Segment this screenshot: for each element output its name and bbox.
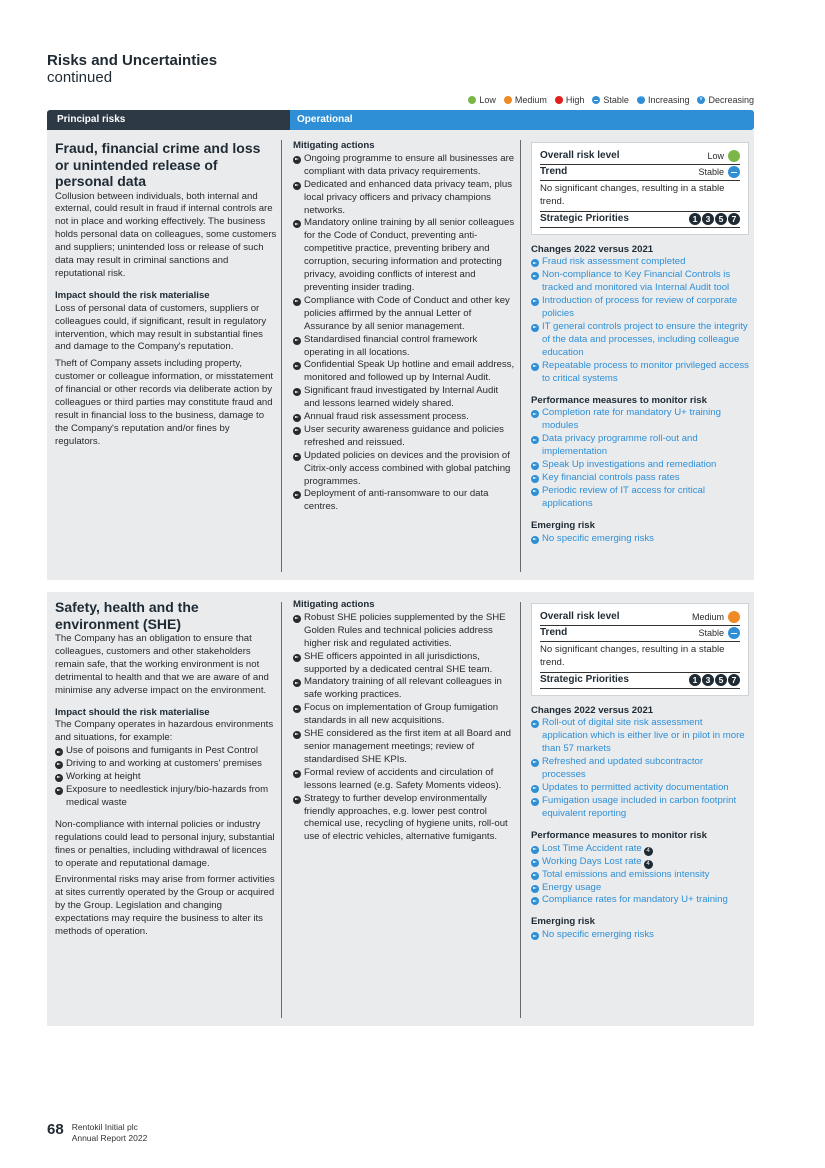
performance-measure-text: Data privacy programme roll-out and implementation: [542, 433, 698, 458]
legend-item: [555, 95, 585, 105]
changes-list: [531, 717, 749, 820]
mitigating-heading: Mitigating actions: [293, 599, 375, 610]
risk-description: Collusion between individuals, both internal and external, could result in fraud if internal controls are not in place and working effectively. The business holds personal data on colleagues, some customers and suppliers; unintended loss or release of such data may result in criminal sanctions and reputational risk.: [55, 190, 277, 279]
changes-list: [531, 256, 749, 385]
list-item: SHE officers appointed in all jurisdictions, supported by a dedicated central SHE team.: [293, 651, 515, 677]
list-item: Updates to permitted activity documentation: [531, 782, 749, 795]
trend-label: Trend: [540, 165, 568, 177]
list-item: Repeatable process to monitor privileged access to critical systems: [531, 360, 749, 386]
list-item: Dedicated and enhanced data privacy team, plus local privacy officers and privacy champions networks.: [293, 179, 515, 218]
performance-measure-text: Periodic review of IT access for critical applications: [542, 484, 705, 509]
level-dot-icon: [504, 96, 512, 104]
impact-heading: Impact should the risk materialise: [55, 289, 210, 301]
trend-note: No significant changes, resulting in a stable trend.: [540, 642, 740, 673]
performance-list: [531, 843, 749, 908]
list-item: Deployment of anti-ransomware to our data centres.: [293, 488, 515, 514]
page-footer: [47, 1121, 147, 1143]
priority-number-badge: 1: [689, 674, 701, 686]
list-item: Exposure to needlestick injury/bio-hazards from medical waste: [55, 784, 277, 810]
performance-list: [531, 407, 749, 510]
risk-panel-fraud: [47, 130, 754, 580]
risk-level-dot-icon: [728, 611, 740, 623]
legend-label: Low: [479, 95, 496, 105]
priority-number-badge: 3: [702, 674, 714, 686]
list-item: Formal review of accidents and circulation of lessons learned (e.g. Safety Moments videos).: [293, 767, 515, 793]
decreasing-trend-icon: [697, 96, 705, 104]
list-item: Ongoing programme to ensure all businesses are compliant with data privacy requirements.: [293, 153, 515, 179]
mitigating-column: [293, 599, 515, 844]
legend-label: Stable: [603, 95, 629, 105]
list-item: SHE considered as the first item at all Board and senior management meetings; review of standardised SHE KPIs.: [293, 728, 515, 767]
list-item: Working at height: [55, 771, 277, 784]
priority-mini-badge: 4: [644, 847, 653, 856]
list-item: Updated policies on devices and the provision of Citrix-only access combined with global patching programmes.: [293, 450, 515, 489]
emerging-heading: Emerging risk: [531, 916, 595, 928]
risk-level-value: Medium: [691, 612, 724, 622]
performance-measure: [531, 856, 749, 869]
mitigating-heading: Mitigating actions: [293, 140, 375, 151]
priority-number-badge: 7: [728, 674, 740, 686]
legend-item: [504, 95, 547, 105]
list-item: Mandatory online training by all senior colleagues for the Code of Conduct, preventing anti-competitive practice, preventing bribery and corruption, securing information and protecting privacy, avoiding conflicts of interest and preventing insider trading.: [293, 217, 515, 294]
priority-badges: [689, 674, 740, 686]
list-item: Fumigation usage included in carbon footprint equivalent reporting: [531, 795, 749, 821]
impact-paragraph: Environmental risks may arise from former activities at sites currently operated by the Group or acquired by the Group. Legislation and changing expectations may require the business to alter its methods of operation.: [55, 874, 275, 938]
impact-paragraph: Loss of personal data of customers, suppliers or colleagues could, if significant, result in regulatory intervention, which may result in substantial fines and damage to the Company's reputation.: [55, 302, 267, 353]
band-principal-risks: Principal risks: [47, 110, 290, 130]
changes-heading: Changes 2022 versus 2021: [531, 243, 654, 255]
risk-description-column: [55, 599, 277, 939]
list-item: No specific emerging risks: [531, 929, 749, 942]
performance-measure-text: Working Days Lost rate: [542, 855, 642, 867]
stable-trend-icon: [592, 96, 600, 104]
list-item: Fraud risk assessment completed: [531, 256, 749, 269]
mitigating-list: [293, 153, 515, 514]
legend-item: [468, 95, 496, 105]
list-item: Mandatory training of all relevant colleagues in safe working practices.: [293, 676, 515, 702]
stable-trend-icon: [728, 627, 740, 639]
company-name: Rentokil Initial plc: [71, 1122, 138, 1132]
changes-heading: Changes 2022 versus 2021: [531, 704, 654, 716]
trend-value: Stable: [698, 166, 724, 177]
list-item: Standardised financial control framework operating in all locations.: [293, 334, 515, 360]
list-item: Introduction of process for review of corporate policies: [531, 295, 749, 321]
trend-note: No significant changes, resulting in a stable trend.: [540, 181, 740, 212]
priority-number-badge: 5: [715, 213, 727, 225]
legend-item: [592, 95, 629, 105]
impact-list: [55, 745, 277, 810]
performance-measure-text: Lost Time Accident rate: [542, 842, 642, 854]
page-subtitle: continued: [47, 69, 113, 86]
list-item: Confidential Speak Up hotline and email address, monitored and followed up by Internal Audit.: [293, 359, 515, 385]
performance-measure: [531, 485, 749, 511]
overall-risk-label: Overall risk level: [540, 150, 620, 161]
legend-label: Increasing: [647, 95, 690, 105]
list-item: Annual fraud risk assessment process.: [293, 411, 515, 424]
legend-item: [697, 95, 754, 105]
emerging-list: [531, 929, 749, 942]
emerging-list: [531, 533, 749, 546]
risk-legend: [468, 95, 754, 105]
impact-paragraph: Non-compliance with internal policies or industry regulations could lead to personal injury, substantial fines or penalties, including withdrawal of licences to operate and reputational damage.: [55, 818, 275, 869]
risk-level-box: [531, 142, 749, 235]
legend-label: Decreasing: [708, 95, 754, 105]
performance-measure: [531, 407, 749, 433]
risk-title: Safety, health and the environment (SHE): [55, 599, 199, 632]
performance-measure: [531, 433, 749, 459]
performance-heading: Performance measures to monitor risk: [531, 829, 707, 841]
increasing-trend-icon: [637, 96, 645, 104]
list-item: No specific emerging risks: [531, 533, 749, 546]
assessment-column: [531, 142, 749, 545]
section-band: [47, 110, 754, 130]
trend-label: Trend: [540, 626, 568, 638]
emerging-heading: Emerging risk: [531, 519, 595, 531]
performance-measure-text: Speak Up investigations and remediation: [542, 459, 717, 471]
stable-trend-icon: [728, 166, 740, 178]
performance-measure-text: Completion rate for mandatory U+ training modules: [542, 407, 721, 432]
performance-measure: [531, 459, 749, 472]
band-operational: Operational: [290, 110, 754, 130]
legend-label: Medium: [514, 95, 547, 105]
level-dot-icon: [468, 96, 476, 104]
risk-title: Fraud, financial crime and loss or unintended release of personal data: [55, 140, 261, 189]
list-item: Non-compliance to Key Financial Controls is tracked and monitored via Internal Audit tool: [531, 269, 749, 295]
list-item: Significant fraud investigated by Internal Audit and lessons learned widely shared.: [293, 385, 515, 411]
performance-measure: [531, 882, 749, 895]
mitigating-list: [293, 612, 515, 844]
performance-measure-text: Energy usage: [542, 881, 602, 893]
list-item: Refreshed and updated subcontractor processes: [531, 756, 749, 782]
performance-measure: [531, 869, 749, 882]
legend-label: High: [565, 95, 585, 105]
risk-level-value: Low: [707, 151, 724, 161]
risk-description-column: [55, 140, 277, 449]
performance-measure-text: Compliance rates for mandatory U+ training: [542, 894, 728, 906]
page-header: [47, 52, 217, 87]
priority-number-badge: 3: [702, 213, 714, 225]
list-item: Roll-out of digital site risk assessment application which is either live or in pilot in more than 57 markets: [531, 717, 749, 756]
level-dot-icon: [555, 96, 563, 104]
list-item: Compliance with Code of Conduct and other key policies affirmed by the annual Letter of Assurance by all senior management.: [293, 295, 515, 334]
performance-heading: Performance measures to monitor risk: [531, 394, 707, 406]
list-item: User security awareness guidance and policies refreshed and reissued.: [293, 424, 515, 450]
priority-badges: [689, 213, 740, 225]
risk-panel-she: [47, 592, 754, 1026]
mitigating-column: [293, 140, 515, 514]
assessment-column: [531, 603, 749, 942]
priority-mini-badge: 4: [644, 860, 653, 869]
strategic-priorities-label: Strategic Priorities: [540, 212, 629, 224]
report-name: Annual Report 2022: [71, 1132, 148, 1143]
overall-risk-label: Overall risk level: [540, 611, 620, 622]
risk-level-box: [531, 603, 749, 696]
legend-item: [637, 95, 690, 105]
performance-measure-text: Key financial controls pass rates: [542, 471, 680, 483]
impact-heading: Impact should the risk materialise: [55, 706, 210, 718]
list-item: Use of poisons and fumigants in Pest Control: [55, 745, 277, 758]
strategic-priorities-label: Strategic Priorities: [540, 673, 629, 685]
list-item: Driving to and working at customers' premises: [55, 758, 277, 771]
risk-description: The Company has an obligation to ensure that colleagues, customers and other stakeholders remain safe, that the working environment is not detrimental to health and that we are aware of and minimise any adverse impact on the environment.: [55, 633, 269, 696]
impact-intro: The Company operates in hazardous environments and situations, for example:: [55, 719, 274, 744]
impact-paragraph: Theft of Company assets including property, customer or colleague information, or misstatement of financial or other records via deliberate action by colleagues or third parties may constitute fraud and result in financial loss to the business, damage to the Company's reputation and/or fines by regulators.: [55, 358, 274, 447]
performance-measure: [531, 472, 749, 485]
page-number: 68: [47, 1121, 64, 1138]
priority-number-badge: 5: [715, 674, 727, 686]
performance-measure: [531, 894, 749, 907]
priority-number-badge: 1: [689, 213, 701, 225]
performance-measure: [531, 843, 749, 856]
risk-level-dot-icon: [728, 150, 740, 162]
page-title: Risks and Uncertainties: [47, 52, 218, 69]
trend-value: Stable: [698, 627, 724, 638]
performance-measure-text: Total emissions and emissions intensity: [542, 868, 710, 880]
priority-number-badge: 7: [728, 213, 740, 225]
list-item: Strategy to further develop environmentally friendly approaches, e.g. lower pest control chemical use, recycling of hygiene units, roll-out use of electric vehicles, alternative fumigants.: [293, 793, 515, 845]
list-item: IT general controls project to ensure the integrity of the data and processes, including colleague education: [531, 321, 749, 360]
list-item: Robust SHE policies supplemented by the SHE Golden Rules and technical policies address higher risk and regulated activities.: [293, 612, 515, 651]
list-item: Focus on implementation of Group fumigation standards in all new acquisitions.: [293, 702, 515, 728]
